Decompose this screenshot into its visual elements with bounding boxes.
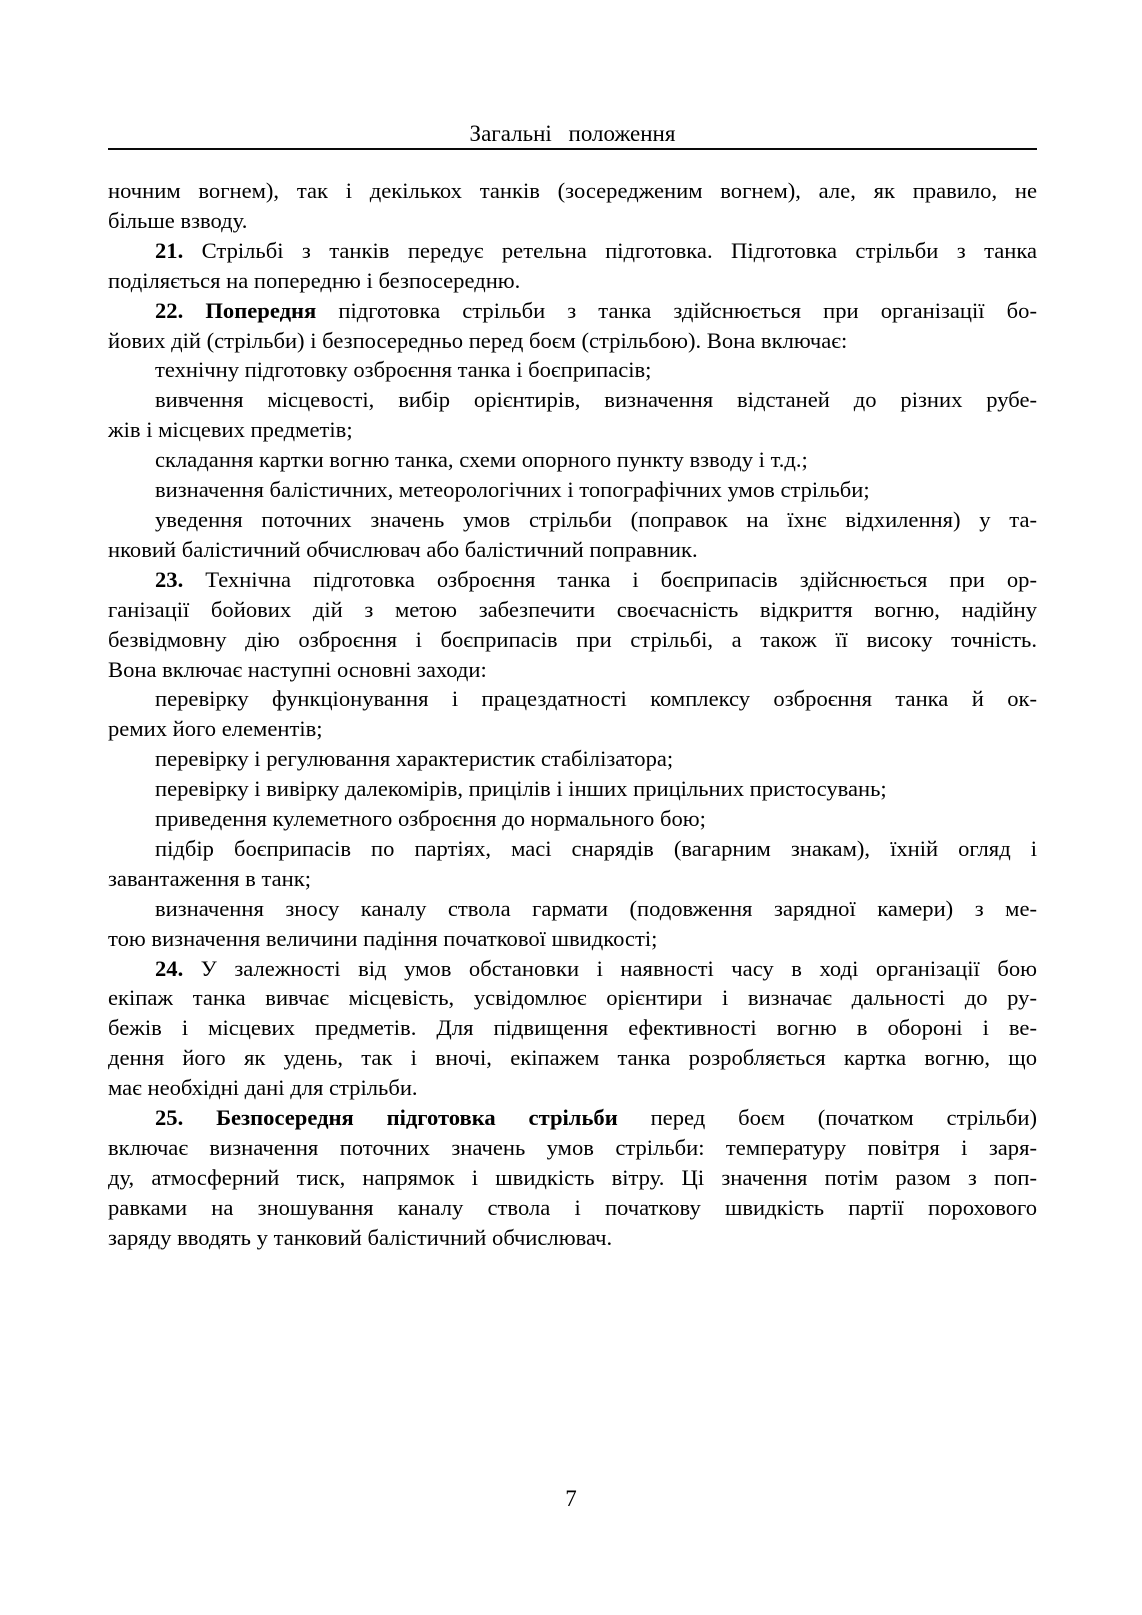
text-run: технічну підготовку озброєння танка і боєприпасів; xyxy=(155,357,652,383)
text-run: включає визначення поточних значень умов стрільби: температуру повітря і заря- xyxy=(108,1135,1037,1160)
bold-text-run: 23. xyxy=(155,566,184,592)
text-line xyxy=(108,625,1037,655)
text-run: йових дій (стрільби) і безпосередньо перед боєм (стрільбою). Вона включає: xyxy=(108,327,848,353)
text-run: нковий балістичний обчислювач або балістичний поправник. xyxy=(108,536,698,562)
text-run: ночним вогнем), так і декількох танків (зосередженим вогнем), але, як правило, не xyxy=(108,178,1037,203)
bold-text-run: 25. Безпосередня підготовка стрільби xyxy=(155,1105,618,1131)
text-line xyxy=(108,1223,1037,1253)
text-run: ганізації бойових дій з метою забезпечити своєчасність відкриття вогню, надійну xyxy=(108,596,1037,622)
text-line xyxy=(108,355,1037,385)
bold-text-run: 21. xyxy=(155,237,184,263)
text-run: дення його як удень, так і вночі, екіпажем танка розробляється картка вогню, що xyxy=(108,1045,1037,1071)
text-line xyxy=(108,206,1037,236)
text-line xyxy=(108,1163,1037,1193)
text-line xyxy=(108,1043,1037,1073)
text-line xyxy=(108,535,1037,565)
text-run: підготовка стрільби з танка здійснюється при організації бо- xyxy=(316,297,1038,323)
text-run: бежів і місцевих предметів. Для підвищення ефективності вогню в обороні і ве- xyxy=(108,1015,1037,1041)
text-line xyxy=(108,326,1037,356)
bold-text-run: 22. Попередня xyxy=(155,297,317,323)
page-footer xyxy=(0,1486,1142,1512)
text-line xyxy=(108,475,1037,505)
text-run: безвідмовну дію озброєння і боєприпасів при стрільбі, а також її високу точність. xyxy=(108,626,1037,652)
text-run: підбір боєприпасів по партіях, масі снарядів (вагарним знакам), їхній огляд і xyxy=(155,835,1037,861)
text-line xyxy=(108,864,1037,894)
text-run: перед боєм (початком стрільби) xyxy=(617,1105,1037,1131)
bold-text-run: 24. xyxy=(155,955,184,981)
page-number: 7 xyxy=(565,1486,577,1511)
running-head-title: Загальні положення xyxy=(469,121,676,146)
page-header xyxy=(108,121,1037,150)
text-line xyxy=(108,983,1037,1013)
text-line xyxy=(108,744,1037,774)
text-line xyxy=(108,176,1037,206)
text-run: равками на зношування каналу ствола і початкову швидкість партії порохового xyxy=(108,1194,1037,1220)
text-line xyxy=(108,296,1037,326)
text-line xyxy=(108,445,1037,475)
text-run: завантаження в танк; xyxy=(108,865,312,891)
page-body xyxy=(108,176,1037,1253)
text-run: уведення поточних значень умов стрільби (поправок на їхнє відхилення) у та- xyxy=(155,506,1037,532)
text-run: перевірку і регулювання характеристик стабілізатора; xyxy=(155,746,674,772)
text-run: перевірку функціонування і працездатності комплексу озброєння танка й ок- xyxy=(155,686,1037,712)
text-line xyxy=(108,505,1037,535)
text-line xyxy=(108,565,1037,595)
text-line xyxy=(108,595,1037,625)
text-line xyxy=(108,266,1037,296)
text-run: перевірку і вивірку далекомірів, прицілів і інших прицільних пристосувань; xyxy=(155,776,887,802)
text-line xyxy=(108,774,1037,804)
text-run: має необхідні дані для стрільби. xyxy=(108,1075,418,1101)
text-run: складання картки вогню танка, схеми опорного пункту взводу і т.д.; xyxy=(155,447,808,473)
text-line xyxy=(108,415,1037,445)
text-run: Стрільбі з танків передує ретельна підготовка. Підготовка стрільби з танка xyxy=(183,237,1037,263)
text-run: тою визначення величини падіння початкової швидкості; xyxy=(108,925,658,951)
text-line xyxy=(108,1103,1037,1133)
text-run: ду, атмосферний тиск, напрямок і швидкість вітру. Ці значення потім разом з поп- xyxy=(108,1164,1037,1190)
text-run: поділяється на попередню і безпосередню. xyxy=(108,267,521,293)
text-run: визначення зносу каналу ствола гармати (подовження зарядної камери) з ме- xyxy=(155,895,1037,921)
text-run: приведення кулеметного озброєння до нормального бою; xyxy=(155,806,706,832)
text-run: екіпаж танка вивчає місцевість, усвідомлює орієнтири і визначає дальності до ру- xyxy=(108,985,1037,1011)
text-line xyxy=(108,1193,1037,1223)
text-line xyxy=(108,924,1037,954)
text-line xyxy=(108,834,1037,864)
text-line xyxy=(108,894,1037,924)
text-line xyxy=(108,1133,1037,1163)
text-run: ремих його елементів; xyxy=(108,716,323,742)
text-run: У залежності від умов обстановки і наявності часу в ході організації бою xyxy=(183,955,1037,981)
text-line xyxy=(108,684,1037,714)
text-line xyxy=(108,236,1037,266)
header-rule xyxy=(108,148,1037,150)
text-run: жів і місцевих предметів; xyxy=(108,417,353,443)
text-run: Вона включає наступні основні заходи: xyxy=(108,656,487,682)
text-line xyxy=(108,1013,1037,1043)
text-run: вивчення місцевості, вибір орієнтирів, визначення відстаней до різних рубе- xyxy=(155,387,1037,413)
text-line xyxy=(108,804,1037,834)
text-line xyxy=(108,954,1037,984)
text-line xyxy=(108,655,1037,685)
text-line xyxy=(108,385,1037,415)
text-line xyxy=(108,1073,1037,1103)
text-run: більше взводу. xyxy=(108,207,248,233)
text-line xyxy=(108,714,1037,744)
text-run: визначення балістичних, метеорологічних і топографічних умов стрільби; xyxy=(155,477,870,503)
text-run: Технічна підготовка озброєння танка і боєприпасів здійснюється при ор- xyxy=(183,566,1037,592)
text-run: заряду вводять у танковий балістичний обчислювач. xyxy=(108,1224,613,1250)
